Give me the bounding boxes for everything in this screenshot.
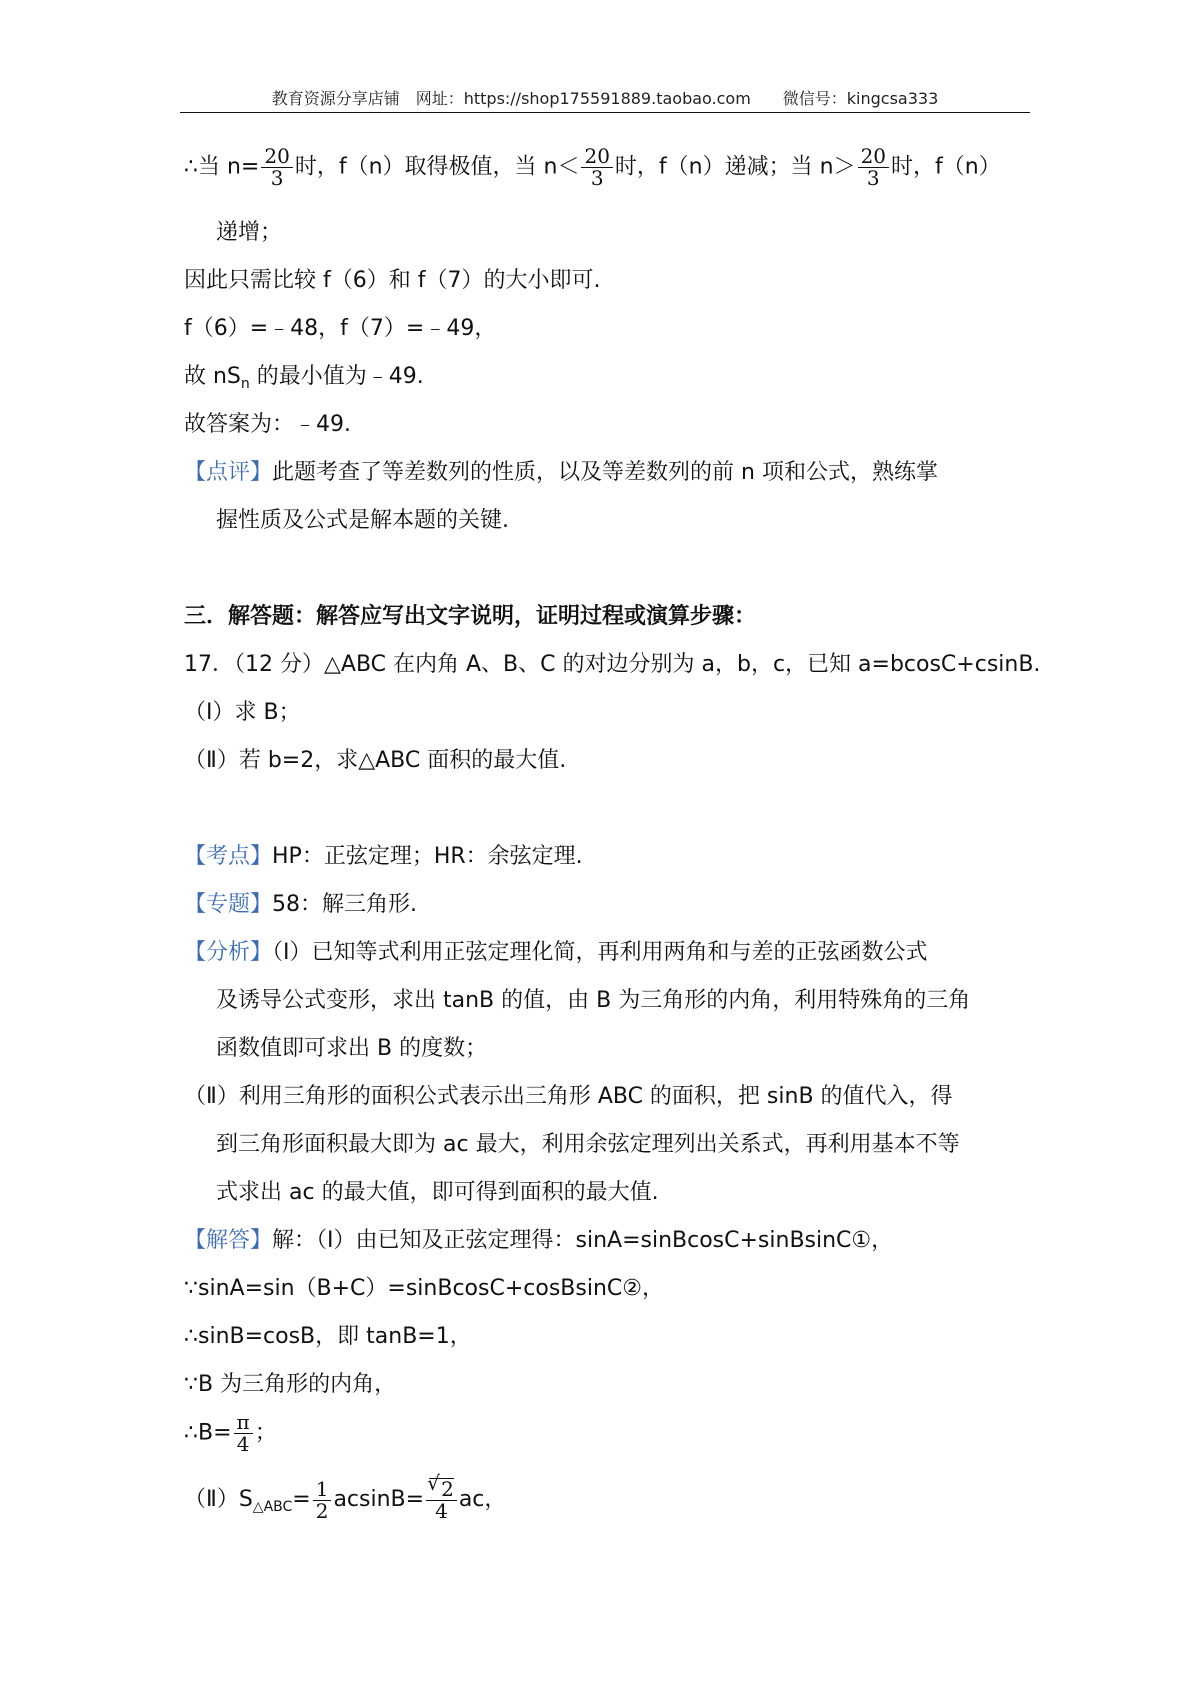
fenxi-line-1: 【分析】（Ⅰ）已知等式利用正弦定理化简，再利用两角和与差的正弦函数公式 xyxy=(184,940,928,965)
zhuanti-line: 【专题】58：解三角形. xyxy=(184,892,418,917)
solution-line-3: 因此只需比较 f（6）和 f（7）的大小即可. xyxy=(184,268,601,293)
jieda-line-3: ∴sinB=cosB，即 tanB=1， xyxy=(184,1324,472,1349)
jieda-line-5: ∴B= $\frac{\pi}{4}$ ； xyxy=(184,1410,277,1456)
fraction-20-3: $\frac{20}{3}$ xyxy=(581,146,612,189)
jieda-line-2: ∵sinA=sin（B+C）=sinBcosC+cosBsinC②， xyxy=(184,1276,664,1301)
jieda-tag: 【解答】 xyxy=(184,1228,273,1253)
fraction-pi-4: $\frac{\pi}{4}$ xyxy=(234,1412,253,1455)
answer-line: 故答案为：﹣49. xyxy=(184,412,351,437)
comment-line-1: 【点评】此题考查了等差数列的性质，以及等差数列的前 n 项和公式，熟练掌 xyxy=(184,460,938,485)
jieda-line-6: $(Ⅱ)S_{\triangle ABC}=$ $\frac{1}{2}$ acsinB= √ $\frac{2}{4}$ ac， xyxy=(184,1478,506,1522)
question-17-part-2: （Ⅱ）若 b=2，求△ABC 面积的最大值. xyxy=(184,748,567,773)
kaodian-line: 【考点】HP：正弦定理；HR：余弦定理. xyxy=(184,844,583,869)
fraction-20-3: $\frac{20}{3}$ xyxy=(261,146,292,189)
fenxi-line-3: 函数值即可求出 B 的度数； xyxy=(216,1036,488,1061)
section-title: 三．解答题：解答应写出文字说明，证明过程或演算步骤： xyxy=(184,604,757,629)
zhuanti-tag: 【专题】 xyxy=(184,892,273,917)
fenxi-line-5: 到三角形面积最大即为 ac 最大，利用余弦定理列出关系式，再利用基本不等 xyxy=(216,1132,960,1157)
jieda-line-1: 【解答】解：（Ⅰ）由已知及正弦定理得：sinA=sinBcosC+sinBsinC①， xyxy=(184,1228,894,1253)
comment-tag: 【点评】 xyxy=(184,460,273,485)
comment-line-2: 握性质及公式是解本题的关键. xyxy=(216,508,509,533)
question-17-part-1: （Ⅰ）求 B； xyxy=(184,700,301,725)
solution-line-2: 递增； xyxy=(216,220,283,245)
fenxi-line-6: 式求出 ac 的最大值，即可得到面积的最大值. xyxy=(216,1180,659,1205)
fraction-sqrt2-4: √ $\frac{2}{4}$ xyxy=(426,1478,457,1522)
kaodian-tag: 【考点】 xyxy=(184,844,273,869)
solution-line-1: ∴当 n= $\frac{20}{3}$ 时，f（n）取得极值，当 n＜ $\frac{20}{3}$ 时，f（n）递减；当 n＞ $\frac{20}{3}$ 时，f（n） xyxy=(184,144,1001,190)
sqrt-sign: √ 2 xyxy=(429,1478,454,1500)
header-divider xyxy=(180,112,1030,113)
question-17-stem: 17．（12 分）△ABC 在内角 A、B、C 的对边分别为 a，b，c，已知 a=bcosC+csinB. xyxy=(184,652,1041,677)
page-header: 教育资源分享店铺 网址：https://shop175591889.taobao.com 微信号：kingcsa333 xyxy=(271,89,939,108)
solution-line-5: 故 $nS_n$ 的最小值为﹣49. xyxy=(184,364,424,392)
fenxi-tag: 【分析】 xyxy=(184,940,273,965)
fenxi-line-4: （Ⅱ）利用三角形的面积公式表示出三角形 ABC 的面积，把 sinB 的值代入，得 xyxy=(184,1084,953,1109)
fenxi-line-2: 及诱导公式变形，求出 tanB 的值，由 B 为三角形的内角，利用特殊角的三角 xyxy=(216,988,971,1013)
solution-line-4: f（6）=﹣48，f（7）=﹣49， xyxy=(184,316,497,341)
fraction-20-3: $\frac{20}{3}$ xyxy=(858,146,889,189)
fraction-1-2: $\frac{1}{2}$ xyxy=(313,1479,332,1522)
jieda-line-4: ∵B 为三角形的内角， xyxy=(184,1372,397,1397)
